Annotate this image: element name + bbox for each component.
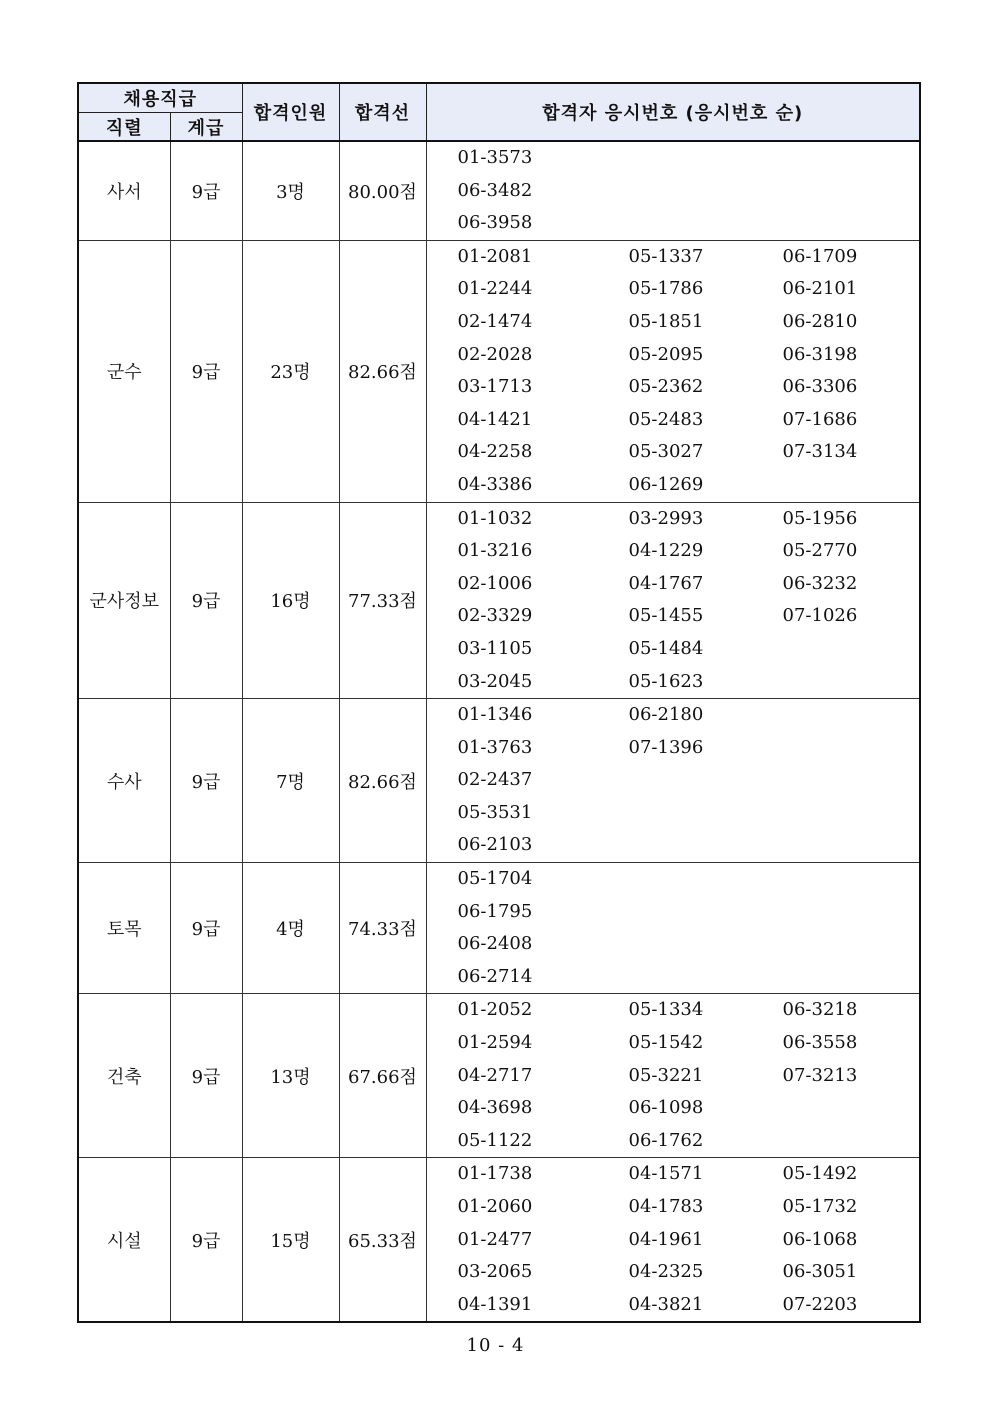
cutoff-cell: 65.33점 [339,1158,426,1322]
position-cell: 사서 [78,141,170,240]
passer-numbers-cell [426,994,920,1158]
passer-number: 01-2477 [457,1228,533,1250]
cutoff-cell: 67.66점 [339,994,426,1158]
passer-number: 06-2714 [457,965,533,987]
passer-number [629,896,783,929]
passer-number: 04-1421 [457,408,533,430]
pass-count-cell: 4명 [242,863,339,994]
passer-numbers-grid [427,241,920,502]
passer-number: 04-3821 [628,1293,704,1315]
passer-number [783,175,920,208]
grade-cell: 9급 [170,994,242,1158]
pass-count-cell: 13명 [242,994,339,1158]
passer-number [783,829,920,862]
page-number: 10 - 4 [466,1335,525,1356]
grade-cell: 9급 [170,863,242,994]
passer-number: 05-1484 [628,637,704,659]
passer-number: 04-1229 [628,540,704,562]
passer-numbers-cell [426,863,920,994]
passer-number: 04-1961 [628,1228,704,1250]
passer-number: 03-2065 [457,1261,533,1283]
passer-number: 01-1032 [457,507,533,529]
grade-cell: 9급 [170,1158,242,1322]
passer-number: 07-1026 [782,605,858,627]
passer-numbers-grid [427,142,920,240]
table-row [78,240,920,502]
passer-number: 06-1795 [457,900,533,922]
passer-number: 06-2103 [457,834,533,856]
passer-number: 04-1783 [628,1196,704,1217]
passer-number: 01-3216 [457,540,533,562]
passer-number: 05-2483 [628,408,704,430]
header-position: 직렬 [78,113,170,142]
passer-number: 07-1396 [628,736,704,758]
passer-number: 05-1623 [628,670,704,692]
results-body [78,141,920,1322]
passer-number [783,896,920,929]
passer-number: 06-3482 [457,179,533,201]
passer-number [629,961,783,994]
passer-number: 06-1709 [782,245,858,267]
position-cell: 시설 [78,1158,170,1322]
header-pass-count: 합격인원 [242,83,339,141]
passer-number: 01-3763 [457,736,533,758]
passer-numbers-grid [427,1158,920,1321]
grade-cell: 9급 [170,141,242,240]
passer-number [783,863,920,896]
passer-number: 07-3213 [782,1064,858,1086]
passer-number: 02-1474 [457,310,533,332]
cutoff-cell: 74.33점 [339,863,426,994]
passer-number: 01-2081 [457,245,533,267]
passer-number: 05-1334 [628,999,704,1021]
passer-number: 03-2993 [628,507,704,529]
passer-number: 06-1269 [628,473,704,495]
passer-number [783,928,920,961]
passer-number: 05-2362 [628,376,704,398]
passer-number: 04-2717 [457,1064,533,1086]
passer-number: 02-1006 [457,572,533,594]
passer-number [629,764,783,797]
passer-numbers-cell [426,1158,920,1322]
passer-number: 06-1068 [782,1228,858,1250]
grade-cell: 9급 [170,240,242,502]
passer-number: 01-2052 [457,999,533,1021]
results-table-container [77,82,921,1323]
pass-count-cell: 3명 [242,141,339,240]
passer-number: 05-1337 [628,245,704,267]
passer-number: 05-1455 [628,605,704,627]
passer-number [783,1092,920,1125]
passer-number: 03-1105 [457,637,533,659]
passer-number: 06-3218 [782,999,858,1021]
passer-number: 01-1346 [457,704,533,726]
passer-number: 06-1762 [628,1129,704,1151]
position-cell: 수사 [78,699,170,863]
passer-number: 05-2095 [628,343,704,365]
passer-number: 06-3198 [782,343,858,365]
passer-number: 05-1786 [628,278,704,300]
pass-count-cell: 15명 [242,1158,339,1322]
passer-number: 06-2180 [628,704,704,726]
passer-number [629,142,783,175]
passer-number: 02-2437 [457,769,533,791]
passer-number: 06-2408 [457,933,533,955]
passer-number [783,764,920,797]
passer-number: 06-3306 [782,376,858,398]
passer-number: 04-1391 [457,1293,533,1315]
passer-numbers-grid [427,994,920,1157]
cutoff-cell: 77.33점 [339,502,426,699]
passer-number: 05-1704 [457,868,533,890]
grade-cell: 9급 [170,699,242,863]
passer-number: 05-2770 [782,540,858,562]
passer-number: 04-1767 [628,572,704,594]
header-recruit-grade: 채용직급 [78,83,242,113]
passer-number: 01-1738 [457,1163,533,1185]
passer-number [783,797,920,830]
header-cutoff: 합격선 [339,83,426,141]
passer-number: 03-2045 [457,670,533,692]
results-table [77,82,921,1323]
passer-number: 04-2325 [628,1261,704,1283]
table-row [78,994,920,1158]
grade-cell: 9급 [170,502,242,699]
passer-number: 05-1732 [782,1196,858,1217]
table-row [78,502,920,699]
position-cell: 군수 [78,240,170,502]
pass-count-cell: 23명 [242,240,339,502]
passer-number: 05-1492 [782,1163,858,1185]
passer-number: 04-1571 [628,1163,704,1185]
table-row [78,1158,920,1322]
passer-number: 01-2594 [457,1032,533,1054]
passer-number: 05-1956 [782,507,858,529]
passer-number [629,207,783,240]
position-cell: 토목 [78,863,170,994]
passer-number: 05-1542 [628,1032,704,1054]
passer-number [783,699,920,732]
passer-numbers-cell [426,502,920,699]
passer-number: 05-1122 [457,1129,533,1151]
passer-numbers-cell [426,699,920,863]
table-row [78,863,920,994]
passer-number [629,829,783,862]
passer-number: 05-3027 [628,441,704,463]
passer-numbers-grid [427,503,920,699]
passer-number: 03-1713 [457,376,533,398]
passer-number [783,732,920,765]
passer-numbers-grid [427,699,920,862]
passer-numbers-grid [427,863,920,993]
passer-number: 05-1851 [628,310,704,332]
passer-number: 07-2203 [782,1293,858,1315]
passer-number: 06-3558 [782,1032,858,1054]
passer-number [783,666,920,699]
passer-number: 01-2060 [457,1196,533,1217]
passer-number: 06-2810 [782,310,858,332]
table-row [78,141,920,240]
cutoff-cell: 80.00점 [339,141,426,240]
header-passer-numbers: 합격자 응시번호 (응시번호 순) [426,83,920,141]
passer-number [629,928,783,961]
passer-number: 06-2101 [782,278,858,300]
position-cell: 군사정보 [78,502,170,699]
passer-number: 01-3573 [457,147,533,168]
position-cell: 건축 [78,994,170,1158]
passer-numbers-cell [426,240,920,502]
passer-number: 04-2258 [457,441,533,463]
passer-number [629,797,783,830]
passer-number: 06-1098 [628,1097,704,1119]
table-row [78,699,920,863]
cutoff-cell: 82.66점 [339,240,426,502]
passer-number: 04-3386 [457,473,533,495]
passer-number [629,863,783,896]
passer-number [783,633,920,666]
header-grade: 계급 [170,113,242,142]
passer-number: 06-3232 [782,572,858,594]
passer-number [783,961,920,994]
passer-number: 07-3134 [782,441,858,463]
passer-number: 02-2028 [457,343,533,365]
passer-number [783,207,920,240]
pass-count-cell: 7명 [242,699,339,863]
passer-number [629,175,783,208]
passer-number: 06-3051 [782,1261,858,1283]
passer-number: 04-3698 [457,1097,533,1119]
passer-number: 05-3221 [628,1064,704,1086]
passer-number [783,1125,920,1158]
pass-count-cell: 16명 [242,502,339,699]
passer-number: 02-3329 [457,605,533,627]
passer-numbers-cell [426,141,920,240]
passer-number [783,469,920,502]
cutoff-cell: 82.66점 [339,699,426,863]
passer-number: 01-2244 [457,278,533,300]
passer-number: 06-3958 [457,212,533,234]
passer-number: 05-3531 [457,801,533,823]
passer-number [783,142,920,175]
passer-number: 07-1686 [782,408,858,430]
